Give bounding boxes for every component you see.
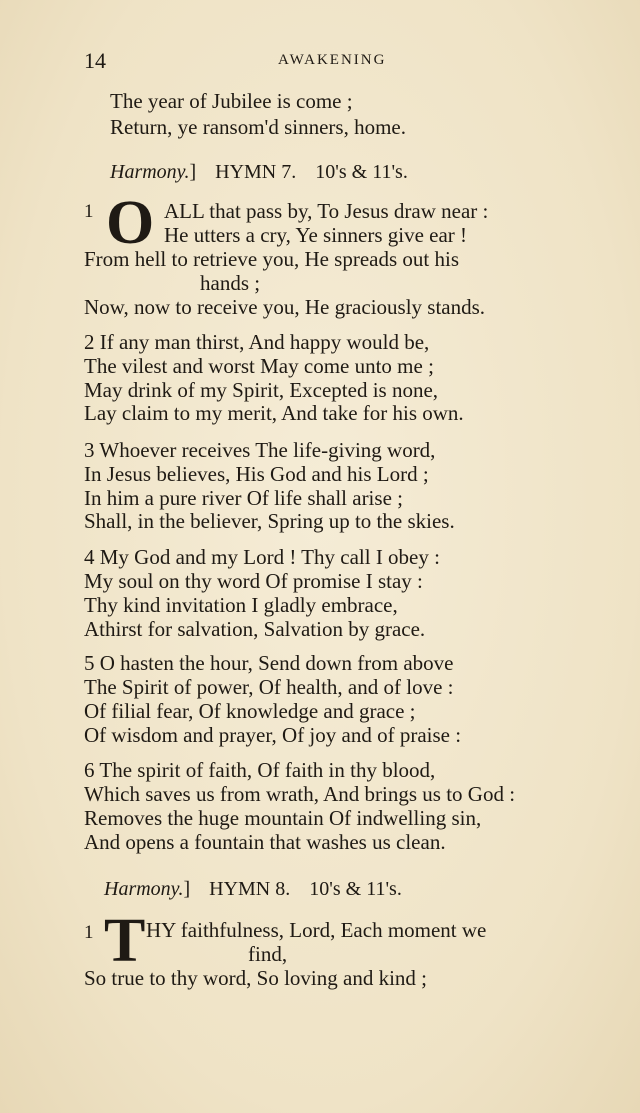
hymn8-meter: 10's & 11's. xyxy=(309,878,402,900)
hymn8-heading xyxy=(104,877,402,901)
hymn8-bracket: ] xyxy=(183,878,191,900)
verse-number: 1 xyxy=(84,201,94,222)
hymn7-bracket: ] xyxy=(189,161,197,183)
hymn8-title: HYMN 8. xyxy=(209,878,291,900)
verse-line: So true to thy word, So loving and kind ; xyxy=(84,966,427,990)
verse-line: In Jesus believes, His God and his Lord ; xyxy=(84,462,429,486)
hymn7-heading xyxy=(110,160,408,184)
verse-line: Shall, in the believer, Spring up to the skies. xyxy=(84,509,455,533)
verse-line: My soul on thy word Of promise I stay : xyxy=(84,569,423,593)
verse-line: Athirst for salvation, Salvation by grace. xyxy=(84,617,426,641)
verse-line: Removes the huge mountain Of indwelling sin, xyxy=(84,806,482,830)
verse-line: In him a pure river Of life shall arise ; xyxy=(84,486,403,510)
page-number: 14 xyxy=(84,48,106,73)
verse-line: Which saves us from wrath, And brings us to God : xyxy=(84,782,516,806)
drop-cap: O xyxy=(106,189,155,257)
verse-line: Of filial fear, Of knowledge and grace ; xyxy=(84,699,416,723)
verse-line: Now, now to receive you, He graciously stands. xyxy=(84,295,486,319)
verse-line: hands ; xyxy=(200,271,261,295)
verse-line: 3 Whoever receives The life-giving word, xyxy=(84,438,436,462)
verse-line: May drink of my Spirit, Excepted is none, xyxy=(84,378,439,402)
hymn7-tune: Harmony. xyxy=(110,161,190,183)
drop-cap: T xyxy=(104,907,146,975)
verse-line: And opens a fountain that washes us clean. xyxy=(84,830,446,854)
verse-line: HY faithfulness, Lord, Each moment we xyxy=(146,918,487,942)
verse-line: find, xyxy=(248,942,288,966)
verse-line: Of wisdom and prayer, Of joy and of praise : xyxy=(84,723,462,747)
verse-number: 1 xyxy=(84,922,94,943)
verse-line: 6 The spirit of faith, Of faith in thy blood, xyxy=(84,758,436,782)
verse-line: From hell to retrieve you, He spreads out his xyxy=(84,247,460,271)
hymn7-title: HYMN 7. xyxy=(215,161,297,183)
verse-line: Thy kind invitation I gladly embrace, xyxy=(84,593,398,617)
verse-line: 4 My God and my Lord ! Thy call I obey : xyxy=(84,545,440,569)
verse-line: 5 O hasten the hour, Send down from above xyxy=(84,651,454,675)
verse-line: ALL that pass by, To Jesus draw near : xyxy=(164,199,489,223)
intro-line: The year of Jubilee is come ; xyxy=(110,89,353,113)
verse-line: The Spirit of power, Of health, and of love : xyxy=(84,675,454,699)
hymn7-meter: 10's & 11's. xyxy=(315,161,408,183)
running-title: AWAKENING xyxy=(278,52,387,68)
verse-line: He utters a cry, Ye sinners give ear ! xyxy=(164,223,468,247)
verse-line: 2 If any man thirst, And happy would be, xyxy=(84,330,430,354)
verse-line: Lay claim to my merit, And take for his own. xyxy=(84,401,464,425)
verse-line: The vilest and worst May come unto me ; xyxy=(84,354,434,378)
intro-line: Return, ye ransom'd sinners, home. xyxy=(110,115,406,139)
hymn8-tune: Harmony. xyxy=(104,878,184,900)
